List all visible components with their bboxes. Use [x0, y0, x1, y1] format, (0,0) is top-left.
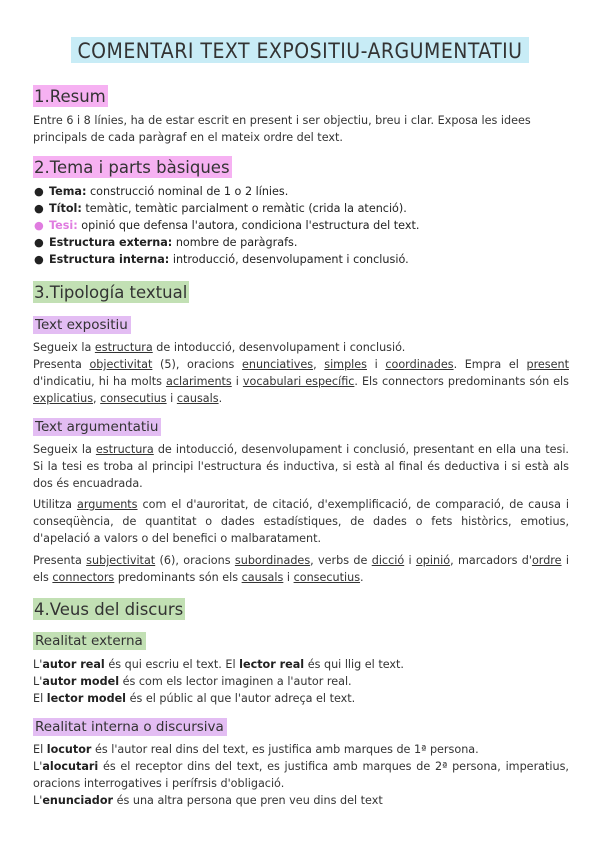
- argumentatiu-para1: Segueix la estructura de intoducció, desenvolupament i conclusió, presentant en ella una tesi. Si la tesi es troba al principi l'estructura és inductiva, si està al final és deductiva i si està als dos és encuadrada.: [33, 443, 569, 490]
- page-title: COMENTARI TEXT EXPOSITIU-ARGUMENTATIU: [71, 37, 528, 63]
- argumentatiu-para2: Utilitza arguments com el d'auroritat, de citació, d'exemplificació, de comparació, de causa i conseqüència, de quantitat o dades estadístiques, de dades o fets històrics, emotius, d'apelació a valors o del benefici o malbaratament.: [33, 498, 569, 545]
- desc: nombre de paràgrafs.: [172, 236, 298, 249]
- heading-tema: 2.Tema i parts bàsiques: [34, 158, 230, 177]
- tema-list: [33, 183, 419, 268]
- subheading-realitat-externa: Realitat externa: [33, 632, 146, 650]
- heading-veus: 4.Veus del discurs: [34, 600, 184, 619]
- interna-line1: El locutor és l'autor real dins del text, es justifica amb marques de 1ª persona.: [33, 743, 479, 756]
- heading-resum: 1.Resum: [34, 87, 106, 106]
- subheading-realitat-interna: Realitat interna o discursiva: [33, 718, 227, 736]
- externa-line2: L'autor model és com els lector imaginen a l'autor real.: [33, 675, 352, 688]
- bullet-icon: ●: [34, 219, 44, 232]
- term: Títol:: [49, 202, 82, 215]
- desc: opinió que defensa l'autora, condiciona l'estructura del text.: [77, 219, 420, 232]
- subheading-argumentatiu: Text argumentatiu: [33, 418, 161, 436]
- externa-line1: L'autor real és qui escriu el text. El lector real és qui llig el text.: [33, 658, 404, 671]
- bullet-icon: ●: [34, 202, 44, 215]
- subheading-expositiu: Text expositiu: [33, 316, 131, 334]
- list-item: [33, 217, 419, 234]
- desc: construcció nominal de 1 o 2 línies.: [86, 185, 289, 198]
- list-item: [33, 200, 419, 217]
- expositiu-para2: Presenta objectivitat (5), oracions enunciatives, simples i coordinades. Empra el present d'indicatiu, hi ha molts aclariments i vocabulari específic. Els connectors predominants són els explicatius, consecutius i causals.: [33, 358, 569, 405]
- term: Estructura interna:: [49, 253, 170, 266]
- heading-tipologia: 3.Tipología textual: [34, 283, 188, 302]
- interna-line3: L'enunciador és una altra persona que pren veu dins del text: [33, 794, 383, 807]
- bullet-icon: ●: [34, 253, 44, 266]
- argumentatiu-para3: Presenta subjectivitat (6), oracions subordinades, verbs de dicció i opinió, marcadors d'ordre i els connectors predominants són els causals i consecutius.: [33, 554, 569, 584]
- term: Estructura externa:: [49, 236, 173, 249]
- term: Tema:: [49, 185, 87, 198]
- expositiu-line1: Segueix la estructura de intoducció, desenvolupament i conclusió.: [33, 341, 406, 354]
- list-item: [33, 251, 419, 268]
- bullet-icon: ●: [34, 185, 44, 198]
- externa-line3: El lector model és el públic al que l'autor adreça el text.: [33, 692, 356, 705]
- list-item: [33, 234, 419, 251]
- title-container: [0, 37, 600, 63]
- desc: introducció, desenvolupament i conclusió.: [169, 253, 409, 266]
- interna-line2: L'alocutari és el receptor dins del text, es justifica amb marques de 2ª persona, imperatius, oracions interrogatives i perífrsis d'obligació.: [33, 760, 569, 790]
- bullet-icon: ●: [34, 236, 44, 249]
- term: Tesi:: [49, 219, 78, 232]
- resum-text: Entre 6 i 8 línies, ha de estar escrit en present i ser objectiu, breu i clar. Exposa les idees principals de cada paràgraf en el mateix ordre del text.: [33, 114, 531, 144]
- list-item: [33, 183, 419, 200]
- desc: temàtic, temàtic parcialment o remàtic (crida la atenció).: [81, 202, 407, 215]
